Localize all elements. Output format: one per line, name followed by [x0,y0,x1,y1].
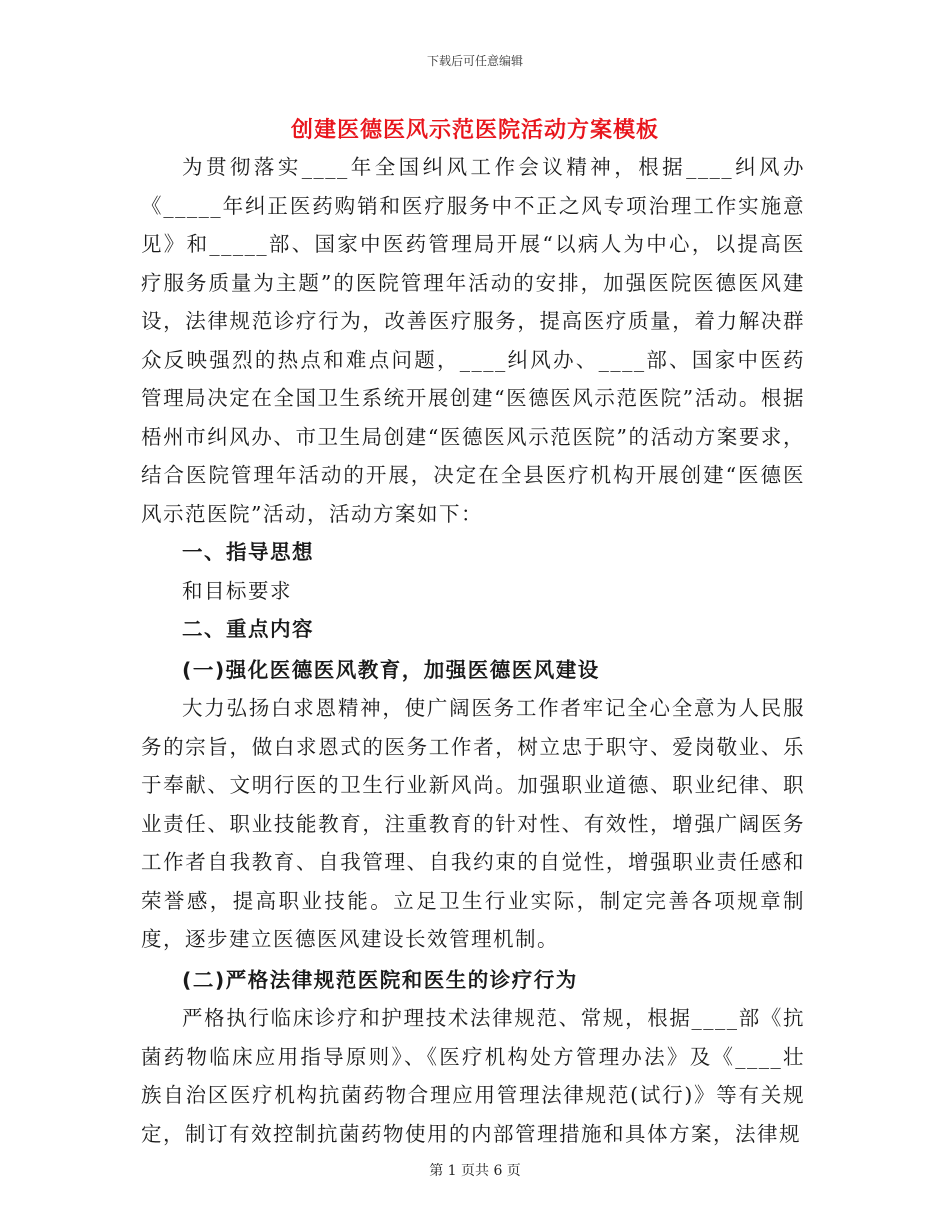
intro-paragraph: 为贯彻落实____年全国纠风工作会议精神，根据____纠风办《_____年纠正医药购销和医疗服务中不正之风专项治理工作实施意见》和_____部、国家中医药管理局开展“以病人为中心，以提高医疗服务质量为主题”的医院管理年活动的安排，加强医院医德医风建设，法律规范诊疗行为，改善医疗服务，提高医疗质量，着力解决群众反映强烈的热点和难点问题，____纠风办、____部、国家中医药管理局决定在全国卫生系统开展创建“医德医风示范医院”活动。根据梧州市纠风办、市卫生局创建“医德医风示范医院”的活动方案要求，结合医院管理年活动的开展，决定在全县医疗机构开展创建“医德医风示范医院”活动，活动方案如下： [141,155,805,526]
section-heading-1: 一、指导思想 [182,540,314,564]
subsection-body-1: 大力弘扬白求恩精神，使广阔医务工作者牢记全心全意为人民服务的宗旨，做白求恩式的医务工作者，树立忠于职守、爱岗敬业、乐于奉献、文明行医的卫生行业新风尚。加强职业道德、职业纪律、职业责任、职业技能教育，注重教育的针对性、有效性，增强广阔医务工作者自我教育、自我管理、自我约束的自觉性，增强职业责任感和荣誉感，提高职业技能。立足卫生行业实际，制定完善各项规章制度，逐步建立医德医风建设长效管理机制。 [141,696,805,951]
subsection-body-2: 严格执行临床诊疗和护理技术法律规范、常规，根据____部《抗菌药物临床应用指导原则》、《医疗机构处方管理办法》及《____壮族自治区医疗机构抗菌药物合理应用管理法律规范(试行)》等有关规定，制订有效控制抗菌药物使用的内部管理措施和具体方案，法律规 [141,1006,805,1146]
section-body-1: 和目标要求 [182,578,292,603]
header-note: 下载后可任意编辑 [426,54,523,68]
document-title: 创建医德医风示范医院活动方案模板 [290,117,659,143]
page-number-footer: 第 1 页共 6 页 [429,1163,521,1179]
document-body [141,148,805,1153]
section-heading-2: 二、重点内容 [182,617,314,641]
subsection-heading-1: (一)强化医德医风教育，加强医德医风建设 [182,657,600,682]
subsection-heading-2: (二)严格法律规范医院和医生的诊疗行为 [182,967,578,992]
